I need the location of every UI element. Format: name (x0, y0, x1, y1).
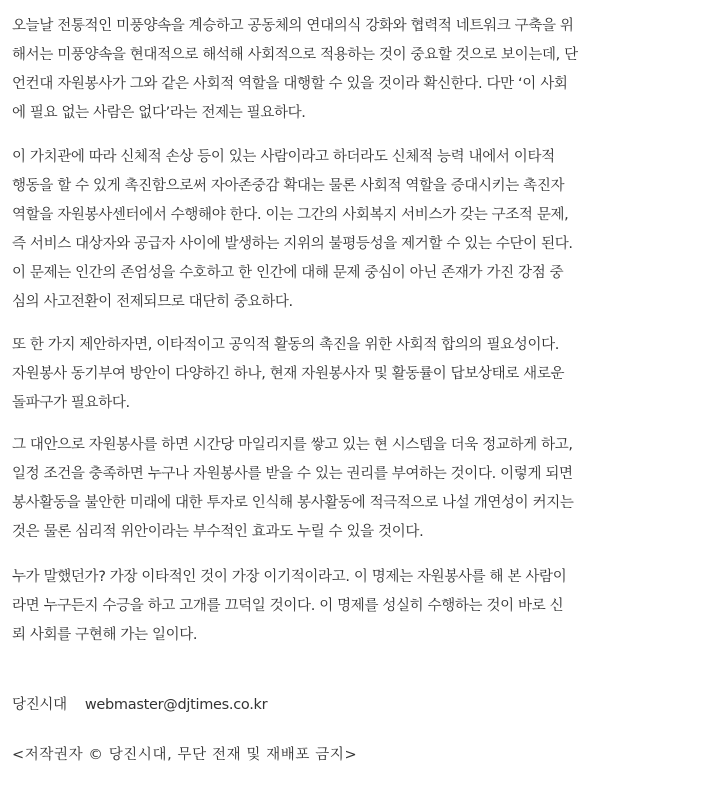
paragraph-line: 돌파구가 필요하다. (12, 395, 130, 411)
paragraph-line: 에 필요 없는 사람은 없다’라는 전제는 필요하다. (12, 105, 306, 121)
paragraph-line: 라면 누구든지 수긍을 하고 고개를 끄덕일 것이다. 이 명제를 성실히 수행하는 것이 바로 신 (12, 598, 564, 614)
paragraph-line: 해서는 미풍양속을 현대적으로 해석해 사회적으로 적용하는 것이 중요할 것으로 보이는데, 단 (12, 47, 578, 63)
article-paragraph-4 (12, 431, 696, 547)
publisher-name: 당진시대 (12, 697, 67, 713)
paragraph-line: 행동을 할 수 있게 촉진함으로써 자아존중감 확대는 물론 사회적 역할을 증대시키는 촉진자 (12, 178, 565, 194)
paragraph-line: 오늘날 전통적인 미풍양속을 계승하고 공동체의 연대의식 강화와 협력적 네트워크 구축을 위 (12, 18, 574, 34)
paragraph-line: 봉사활동을 불안한 미래에 대한 투자로 인식해 봉사활동에 적극적으로 나설 개연성이 커지는 (12, 495, 574, 511)
article-paragraph-3 (12, 331, 696, 418)
paragraph-line: 언컨대 자원봉사가 그와 같은 사회적 역할을 대행할 수 있을 것이라 확신한다. 다만 ‘이 사회 (12, 76, 568, 92)
byline (12, 694, 267, 716)
article-paragraph-5 (12, 563, 696, 650)
paragraph-line: 일정 조건을 충족하면 누구나 자원봉사를 받을 수 있는 권리를 부여하는 것이다. 이렇게 되면 (12, 466, 573, 482)
paragraph-line: 심의 사고전환이 전제되므로 대단히 중요하다. (12, 294, 293, 310)
article-paragraph-2 (12, 143, 696, 317)
paragraph-line: 뢰 사회를 구현해 가는 일이다. (12, 627, 198, 643)
paragraph-line: 또 한 가지 제안하자면, 이타적이고 공익적 활동의 촉진을 위한 사회적 합의의 필요성이다. (12, 337, 560, 353)
paragraph-line: 이 가치관에 따라 신체적 손상 등이 있는 사람이라고 하더라도 신체적 능력 내에서 이타적 (12, 149, 555, 165)
article-paragraph-1 (12, 12, 696, 128)
paragraph-line: 역할을 자원봉사센터에서 수행해야 한다. 이는 그간의 사회복지 서비스가 갖는 구조적 문제, (12, 207, 569, 223)
paragraph-line: 누가 말했던가? 가장 이타적인 것이 가장 이기적이라고. 이 명제는 자원봉사를 해 본 사람이 (12, 569, 567, 585)
paragraph-line: 이 문제는 인간의 존엄성을 수호하고 한 인간에 대해 문제 중심이 아닌 존재가 가진 강점 중 (12, 265, 564, 281)
copyright-notice: <저작권자 © 당진시대, 무단 전재 및 재배포 금지> (12, 747, 358, 763)
paragraph-line: 것은 물론 심리적 위안이라는 부수적인 효과도 누릴 수 있을 것이다. (12, 524, 424, 540)
paragraph-line: 자원봉사 동기부여 방안이 다양하긴 하나, 현재 자원봉사자 및 활동률이 답보상태로 새로운 (12, 366, 565, 382)
reporter-email-link[interactable]: webmaster@djtimes.co.kr (84, 697, 268, 713)
paragraph-line: 즉 서비스 대상자와 공급자 사이에 발생하는 지위의 불평등성을 제거할 수 있는 수단이 된다. (12, 236, 573, 252)
paragraph-line: 그 대안으로 자원봉사를 하면 시간당 마일리지를 쌓고 있는 현 시스템을 더욱 정교하게 하고, (12, 437, 573, 453)
